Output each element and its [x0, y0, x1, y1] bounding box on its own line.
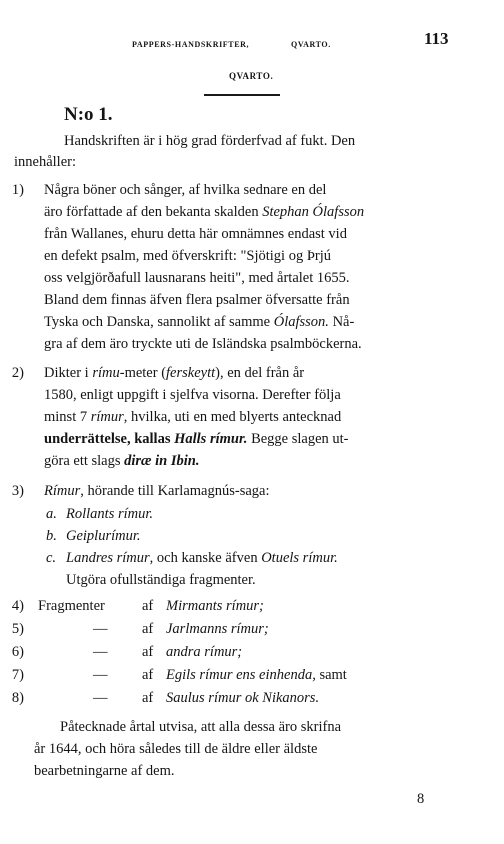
item-line: gra af dem äro tryckte uti de Isländska psalmböckerna. [44, 336, 362, 352]
fragment-title [166, 643, 242, 661]
header-section: QVARTO. [291, 40, 331, 49]
fragment-lead: — [93, 667, 108, 683]
closing-line: Påtecknade årtal utvisa, att alla dessa äro skrifna [60, 719, 342, 735]
italic-run: Saulus rímur ok Nikanors. [166, 690, 320, 706]
bold-run: underrättelse, kallas [44, 431, 171, 447]
item-line: underrättelse, kallas Halls rímur. Begge slagen ut- [44, 431, 349, 447]
subitem-continuation: Utgöra ofullständiga fragmenter. [66, 572, 256, 588]
fragment-title [166, 597, 264, 615]
item-line: från Wallanes, ehuru detta här omnämnes endast vid [44, 226, 347, 242]
subitem-label: c. [46, 550, 57, 566]
italic-run: andra rímur; [166, 644, 243, 660]
fragment-af: af [142, 690, 154, 706]
item-number: 1) [11, 182, 24, 198]
title-rule [204, 94, 280, 96]
item-line: en defekt psalm, med öfverskrift: "Sjötigi og Þrjú [44, 248, 332, 264]
fragment-title [166, 620, 269, 638]
fragment-af: af [142, 667, 154, 683]
fragment-af: af [142, 621, 154, 637]
italic-run: ferskeytt [166, 365, 216, 381]
italic-run: Geiplurímur. [66, 528, 141, 544]
section-title: QVARTO. [229, 71, 274, 81]
signature-mark: 8 [417, 791, 425, 807]
item-number: 6) [11, 644, 24, 660]
italic-run: Ólafsson. [273, 314, 329, 330]
fragment-lead: Fragmenter [38, 598, 105, 614]
item-number: 4) [11, 598, 24, 614]
item-line: Några böner och sånger, af hvilka sednare en del [44, 182, 327, 198]
italic-run: Mirmants rímur; [166, 598, 264, 614]
item-number: 8) [11, 690, 24, 706]
running-header: PAPPERS-HANDSKRIFTER, [132, 40, 250, 49]
bold-italic-run: diræ in Ibin. [124, 453, 200, 469]
italic-run: Stephan Ólafsson [262, 204, 365, 220]
item-line: göra ett slags diræ in Ibin. [44, 453, 200, 469]
intro-line: innehåller: [14, 154, 77, 170]
italic-run: rímur [90, 409, 124, 425]
fragment-title [166, 689, 319, 707]
fragment-title: Egils rímur ens einhenda, samt [166, 667, 347, 683]
subitem-label: a. [46, 506, 57, 522]
fragment-lead: — [93, 644, 108, 660]
intro-line: Handskriften är i hög grad förderfvad af fukt. Den [64, 133, 356, 149]
italic-run: Rollants rímur. [66, 506, 154, 522]
item-line: oss velgjörðafull lausnarans heiti", med årtalet 1655. [44, 270, 350, 286]
subitem-text: Landres rímur, och kanske äfven Otuels rímur. [66, 550, 338, 566]
item-line: 1580, enligt uppgift i sjelfva visorna. Derefter följa [44, 387, 341, 403]
subitem-text [66, 505, 153, 523]
fragment-lead: — [93, 621, 108, 637]
italic-run: Egils rímur ens einhenda, [166, 667, 316, 683]
italic-run: rímu [92, 365, 120, 381]
entry-title: N:o 1. [64, 104, 113, 125]
item-line: Tyska och Danska, sannolikt af samme Ólafsson. Nå- [44, 314, 355, 330]
item-number: 7) [11, 667, 24, 683]
item-line: Dikter i rímu-meter (ferskeytt), en del från år [44, 365, 305, 381]
fragment-af: af [142, 644, 154, 660]
page-number: 113 [424, 29, 449, 48]
item-number: 2) [11, 365, 24, 381]
closing-line: år 1644, och höra således till de äldre eller äldste [34, 741, 318, 757]
item-line: Rímur, hörande till Karlamagnús-saga: [44, 483, 270, 499]
italic-run: Landres rímur [66, 550, 150, 566]
bold-italic-run: Halls rímur. [174, 431, 248, 447]
item-number: 3) [11, 483, 24, 499]
item-number: 5) [11, 621, 24, 637]
item-line: Bland dem finnas äfven flera psalmer öfversatte från [44, 292, 350, 308]
italic-run: Otuels rímur. [261, 550, 338, 566]
subitem-label: b. [46, 528, 57, 544]
italic-run: Jarlmanns rímur; [166, 621, 269, 637]
italic-run: Rímur [44, 483, 81, 499]
fragment-af: af [142, 598, 154, 614]
fragment-lead: — [93, 690, 108, 706]
item-line: minst 7 rímur, hvilka, uti en med blyerts antecknad [44, 409, 342, 425]
closing-line: bearbetningarne af dem. [34, 763, 175, 779]
subitem-text [66, 527, 141, 545]
item-line: äro författade af den bekanta skalden Stephan Ólafsson [44, 204, 365, 220]
